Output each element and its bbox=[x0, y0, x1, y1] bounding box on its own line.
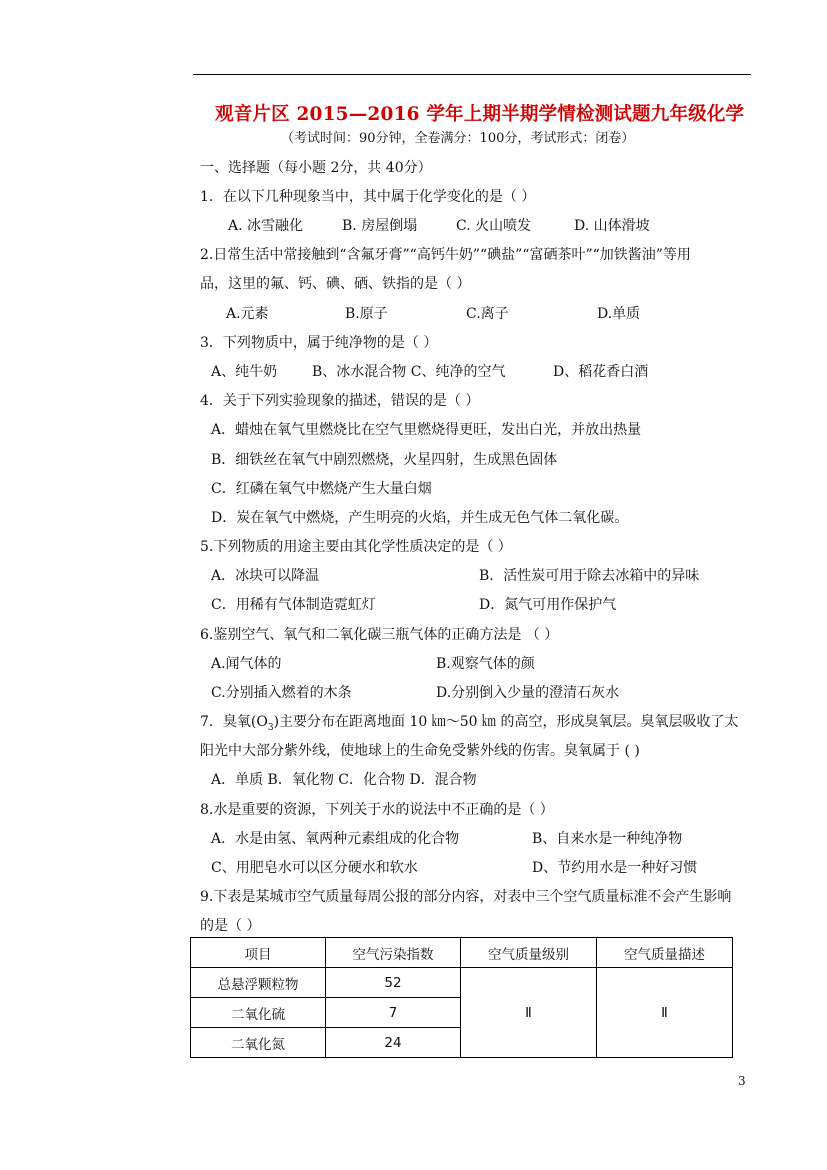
question-4-stem: 4．关于下列实验现象的描述，错误的是（ ） bbox=[200, 393, 480, 409]
question-2-stem-line1: 2.日常生活中常接触到“含氟牙膏”“高钙牛奶”“碘盐”“富硒茶叶”“加铁酱油”等用 bbox=[200, 247, 691, 263]
air-quality-table bbox=[190, 937, 733, 1058]
question-4-option-d: D．炭在氧气中燃烧，产生明亮的火焰，并生成无色气体二氧化碳。 bbox=[211, 510, 629, 526]
question-2-option-b: B.原子 bbox=[345, 306, 388, 322]
table-row bbox=[191, 968, 733, 998]
question-3-option-a: A、纯牛奶 bbox=[211, 364, 278, 380]
table-header-level: 空气质量级别 bbox=[461, 938, 597, 968]
question-8-option-a: A．水是由氢、氧两种元素组成的化合物 bbox=[211, 831, 460, 847]
question-2-option-d: D.单质 bbox=[597, 306, 641, 322]
exam-subtitle: （考试时间：90分钟，全卷满分：100分，考试形式：闭卷） bbox=[281, 131, 635, 146]
question-1-stem: 1．在以下几种现象当中，其中属于化学变化的是（ ） bbox=[200, 189, 536, 205]
question-1-option-a: A. 冰雪融化 bbox=[228, 218, 304, 234]
question-5-option-b: B．活性炭可用于除去冰箱中的异味 bbox=[479, 568, 700, 584]
table-header-row bbox=[191, 938, 733, 968]
table-cell-description: Ⅱ bbox=[597, 968, 733, 1058]
question-4-option-c: C．红磷在氧气中燃烧产生大量白烟 bbox=[211, 481, 432, 497]
question-5-option-d: D．氮气可用作保护气 bbox=[479, 597, 617, 613]
question-5-option-c: C．用稀有气体制造霓虹灯 bbox=[211, 597, 376, 613]
table-cell-index: 24 bbox=[326, 1028, 461, 1058]
question-8-option-d: D、节约用水是一种好习惯 bbox=[532, 860, 698, 876]
question-1-option-c: C. 火山喷发 bbox=[456, 218, 532, 234]
table-cell-index: 7 bbox=[326, 998, 461, 1028]
question-7-stem-line1 bbox=[200, 711, 738, 733]
question-6-option-d: D.分别倒入少量的澄清石灰水 bbox=[436, 685, 620, 701]
section-heading: 一、选择题（每小题 2分，共 40分） bbox=[200, 160, 432, 176]
question-8-stem: 8.水是重要的资源，下列关于水的说法中不正确的是（ ） bbox=[200, 802, 554, 818]
question-6-stem: 6.鉴别空气、氧气和二氧化碳三瓶气体的正确方法是 （ ） bbox=[200, 627, 559, 643]
question-2-option-c: C.离子 bbox=[466, 306, 509, 322]
table-cell-item: 二氧化硫 bbox=[191, 998, 326, 1028]
question-3-option-d: D、稻花香白酒 bbox=[553, 364, 649, 380]
table-header-item: 项目 bbox=[191, 938, 326, 968]
question-1-option-b: B. 房屋倒塌 bbox=[342, 218, 418, 234]
question-7-subscript: 3 bbox=[267, 722, 274, 733]
question-9-stem-line2: 的是（ ） bbox=[200, 918, 261, 934]
table-header-description: 空气质量描述 bbox=[597, 938, 733, 968]
question-1-option-d: D. 山体滑坡 bbox=[574, 218, 650, 234]
question-4-option-a: A．蜡烛在氧气里燃烧比在空气里燃烧得更旺，发出白光，并放出热量 bbox=[211, 422, 642, 438]
question-6-option-b: B.观察气体的颜 bbox=[436, 656, 535, 672]
question-6-option-c: C.分别插入燃着的木条 bbox=[211, 685, 352, 701]
question-2-stem-line2: 品，这里的氟、钙、碘、硒、铁指的是（ ） bbox=[200, 276, 471, 292]
question-8-option-b: B、自来水是一种纯净物 bbox=[532, 831, 683, 847]
question-5-option-a: A．冰块可以降温 bbox=[211, 568, 320, 584]
question-7-stem-part2: )主要分布在距离地面 10 ㎞～50 ㎞ 的高空，形成臭氧层。臭氧层吸收了太 bbox=[273, 714, 739, 730]
question-6-option-a: A.闻气体的 bbox=[211, 656, 282, 672]
question-7-stem-line2: 阳光中大部分紫外线，使地球上的生命免受紫外线的伤害。臭氧属于 ( ) bbox=[200, 743, 640, 759]
question-4-option-b: B．细铁丝在氧气中剧烈燃烧，火星四射，生成黑色固体 bbox=[211, 452, 558, 468]
table-header-index: 空气污染指数 bbox=[326, 938, 461, 968]
question-8-option-c: C、用肥皂水可以区分硬水和软水 bbox=[211, 860, 418, 876]
table-cell-item: 二氧化氮 bbox=[191, 1028, 326, 1058]
exam-title: 观音片区 2015—2016 学年上期半期学情检测试题九年级化学 bbox=[215, 104, 745, 125]
question-9-stem-line1: 9.下表是某城市空气质量每周公报的部分内容，对表中三个空气质量标准不会产生影响 bbox=[200, 889, 732, 905]
table-cell-item: 总悬浮颗粒物 bbox=[191, 968, 326, 998]
table-cell-level: Ⅱ bbox=[461, 968, 597, 1058]
table-cell-index: 52 bbox=[326, 968, 461, 998]
question-2-option-a: A.元素 bbox=[226, 306, 269, 322]
question-7-stem-part1: 7．臭氧(O bbox=[200, 714, 268, 730]
page-number: 3 bbox=[738, 1074, 746, 1088]
header-rule bbox=[193, 74, 751, 75]
question-3-stem: 3．下列物质中，属于纯净物的是（ ） bbox=[200, 335, 438, 351]
question-3-option-bc: B、冰水混合物 C、纯净的空气 bbox=[312, 364, 506, 380]
question-5-stem: 5.下列物质的用途主要由其化学性质决定的是（ ） bbox=[200, 539, 512, 555]
question-7-options: A．单质 B．氧化物 C．化合物 D．混合物 bbox=[211, 772, 477, 788]
